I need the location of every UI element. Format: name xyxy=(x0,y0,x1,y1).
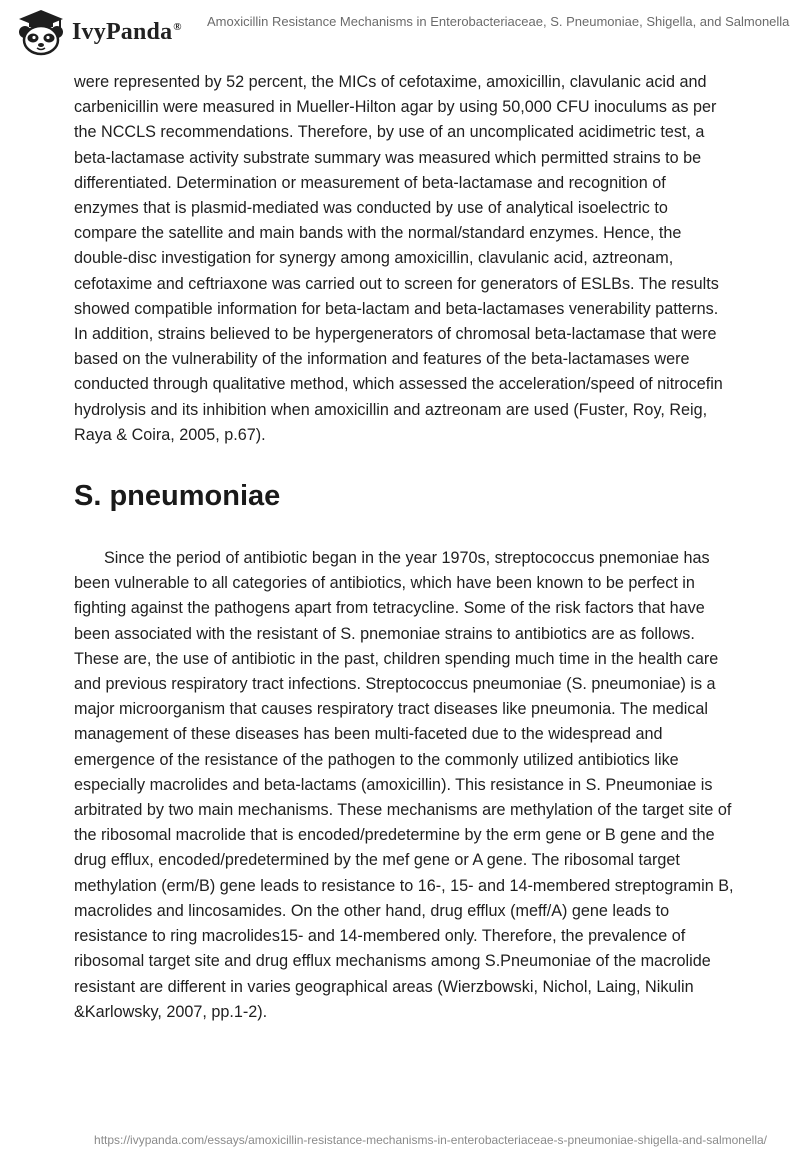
brand-name: IvyPanda® xyxy=(72,18,182,45)
source-url[interactable]: https://ivypanda.com/essays/amoxicillin-resistance-mechanisms-in-enterobacteriaceae-s-pneumoniae-shigella-and-salmonella/ xyxy=(94,1133,767,1147)
ivypanda-logo[interactable] xyxy=(16,8,182,56)
registered-mark: ® xyxy=(173,20,182,33)
paragraph-s-pneumoniae: Since the period of antibiotic began in the year 1970s, streptococcus pnemoniae has been vulnerable to all categories of antibiotics, which have been known to be perfect in fighting against the pathogens apart from tetracycline. Some of the risk factors that have been associated with the resistant of S. pnemoniae strains to antibiotics are as follows. These are, the use of antibiotic in the past, children spending much time in the health care and previous respiratory tract infections. Streptococcus pneumoniae (S. pneumoniae) is a major microorganism that causes respiratory tract diseases like pneumonia. The medical management of these diseases has been multi-faceted due to the widespread and emergence of the resistance of the pathogen to the commonly utilized antibiotics like especially macrolides and beta-lactams (amoxicillin). This resistance in S. Pneumoniae is arbitrated by two main mechanisms. These mechanisms are methylation of the target site of the ribosomal macrolide that is encoded/predetermine by the erm gene or B gene and the drug efflux, encoded/predetermined by the mef gene or A gene. The ribosomal target methylation (erm/B) gene leads to resistance to 16-, 15- and 14-membered streptogramin B, macrolides and lincosamides. On the other hand, drug efflux (meff/A) gene leads to resistance to ring macrolides15- and 14-membered only. Therefore, the prevalence of ribosomal target site and drug efflux mechanisms among S.Pneumoniae of the macrolide resistant are different in varies geographical areas (Wierzbowski, Nichol, Laing, Nikulin &Karlowsky, 2007, pp.1-2). xyxy=(74,549,734,1021)
paragraph-continued: were represented by 52 percent, the MICs of cefotaxime, amoxicillin, clavulanic acid and carbenicillin were measured in Mueller-Hilton agar by using 50,000 CFU inoculums as per the NCCLS recommendations. Therefore, by use of an uncomplicated acidimetric test, a beta-lactamase activity substrate summary was measured which permitted strains to be differentiated. Determination or measurement of beta-lactamase and recognition of enzymes that is plasmid-mediated was conducted by use of analytical isoelectric to compare the satellite and main bands with the normal/standard enzymes. Hence, the double-disc investigation for synergy among amoxicillin, clavulanic acid, aztreonam, cefotaxime and ceftriaxone was carried out to screen for generators of ESLBs. The results showed compatible information for beta-lactam and beta-lactamases venerability patterns. In addition, strains believed to be hypergenerators of chromosal beta-lactamase that were based on the vulnerability of the information and features of the beta-lactamases were conducted through qualitative method, which assessed the acceleration/speed of nitrocefin hydrolysis and its inhibition when amoxicillin and aztreonam are used (Fuster, Roy, Reig, Raya & Coira, 2005, p.67). xyxy=(74,73,723,444)
panda-graduate-icon xyxy=(16,8,66,56)
document-title: Amoxicillin Resistance Mechanisms in Enterobacteriaceae, S. Pneumoniae, Shigella, and Salmonella xyxy=(207,14,790,29)
page-header xyxy=(0,0,800,64)
essay-content xyxy=(74,70,734,1025)
section-heading: S. pneumoniae xyxy=(74,480,281,513)
